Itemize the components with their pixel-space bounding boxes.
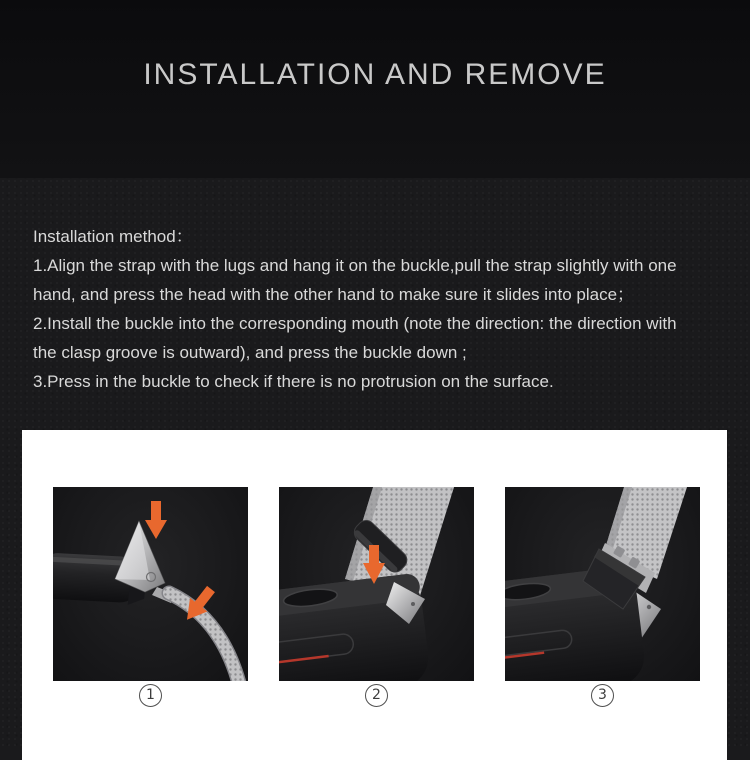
step2-number [279, 684, 474, 707]
instruction-line-1: 1.Align the strap with the lugs and hang it on the buckle,pull the strap slightly with one [33, 256, 677, 275]
instruction-line-2: hand, and press the head with the other hand to make sure it slides into place； [33, 285, 635, 304]
watch-body [279, 573, 432, 681]
step-number-badge: 2 [365, 684, 388, 707]
mesh-strap [169, 593, 239, 681]
title-banner [0, 0, 750, 178]
step3-number [505, 684, 700, 707]
step3-photo [505, 487, 700, 681]
step-number-badge: 3 [591, 684, 614, 707]
figure-step-1 [53, 487, 248, 707]
instruction-line-4: the clasp groove is outward), and press the buckle down ; [33, 343, 467, 362]
page-title: INSTALLATION AND REMOVE [143, 58, 607, 91]
instructions-section [0, 178, 750, 750]
step-number-badge: 1 [139, 684, 162, 707]
step1-photo [53, 487, 248, 681]
instruction-line-5: 3.Press in the buckle to check if there is no protrusion on the surface. [33, 372, 554, 391]
instruction-line-3: 2.Install the buckle into the corresponding mouth (note the direction: the direction with [33, 314, 677, 333]
down-arrow-icon [145, 501, 167, 539]
step2-photo [279, 487, 474, 681]
step1-number [53, 684, 248, 707]
figure-step-2 [279, 487, 474, 707]
instructions-text [33, 222, 733, 396]
figure-step-3 [505, 487, 700, 707]
figures-panel [22, 430, 727, 760]
instructions-heading: Installation method： [33, 227, 193, 246]
figures-row [53, 487, 700, 707]
